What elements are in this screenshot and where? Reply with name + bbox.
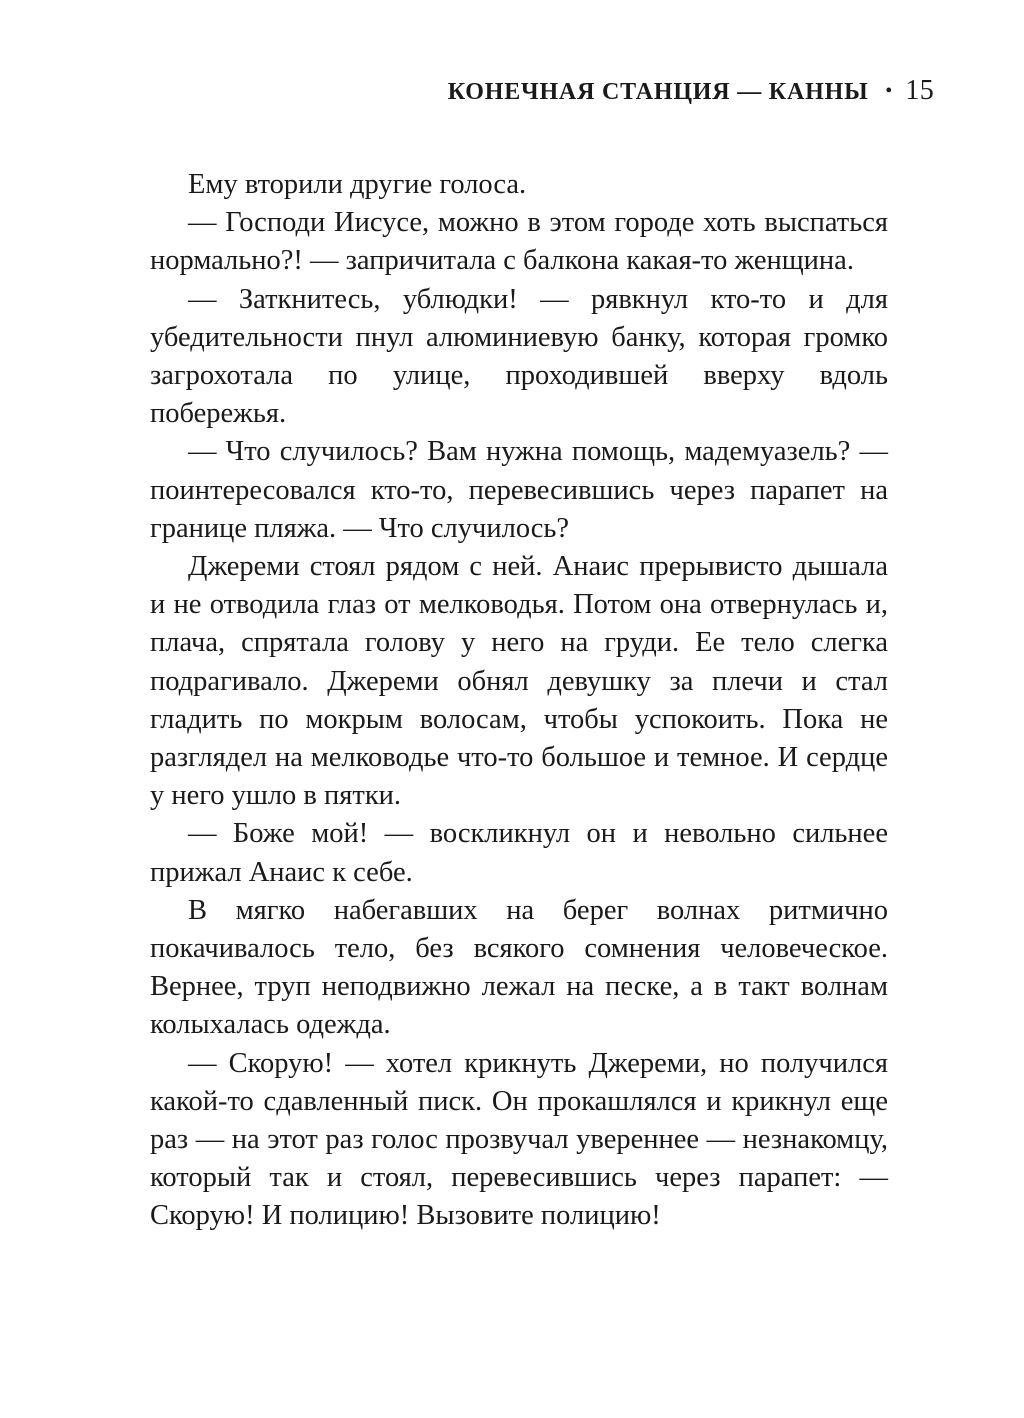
paragraph: Джереми стоял рядом с ней. Анаис прерывисто дышала и не отводила глаз от мелководья. Потом она отвернулась и, плача, спрятала голову у него на груди. Ее тело слегка подрагивало. Джереми обнял девушку за плечи и стал гладить по мокрым волосам, чтобы успокоить. Пока не разглядел на мелководье что-то большое и темное. И сердце у него ушло в пятки. bbox=[150, 551, 888, 812]
paragraph: — Скорую! — хотел крикнуть Джереми, но получился какой-то сдавленный писк. Он прокашлялся и крикнул еще раз — на этот раз голос прозвучал увереннее — незнакомцу, который так и стоял, перевесившись через парапет: — Скорую! И полицию! Вызовите полицию! bbox=[150, 1047, 888, 1232]
paragraph: — Господи Иисусе, можно в этом городе хоть выспаться нормально?! — запричитала с балкона какая-то женщина. bbox=[150, 207, 888, 277]
paragraph: — Что случилось? Вам нужна помощь, мадемуазель? — поинтересовался кто-то, перевесившись через парапет на границе пляжа. — Что случилось? bbox=[150, 436, 888, 544]
paragraph: — Боже мой! — воскликнул он и невольно сильнее прижал Анаис к себе. bbox=[150, 818, 888, 888]
running-header bbox=[448, 76, 934, 107]
paragraph: Ему вторили другие голоса. bbox=[188, 169, 527, 200]
running-header-bullet: • bbox=[885, 80, 893, 102]
paragraph: — Заткнитесь, ублюдки! — рявкнул кто-то и для убедительности пнул алюминиевую банку, которая громко загрохотала по улице, проходившей вверху вдоль побережья. bbox=[150, 283, 888, 430]
body-text bbox=[150, 166, 888, 1236]
running-header-title: КОНЕЧНАЯ СТАНЦИЯ — КАННЫ bbox=[447, 79, 869, 105]
page-number: 15 bbox=[905, 75, 934, 106]
paragraph: В мягко набегавших на берег волнах ритмично покачивалось тело, без всякого сомнения человеческое. Вернее, труп неподвижно лежал на песке, а в такт волнам колыхалась одежда. bbox=[150, 894, 888, 1041]
